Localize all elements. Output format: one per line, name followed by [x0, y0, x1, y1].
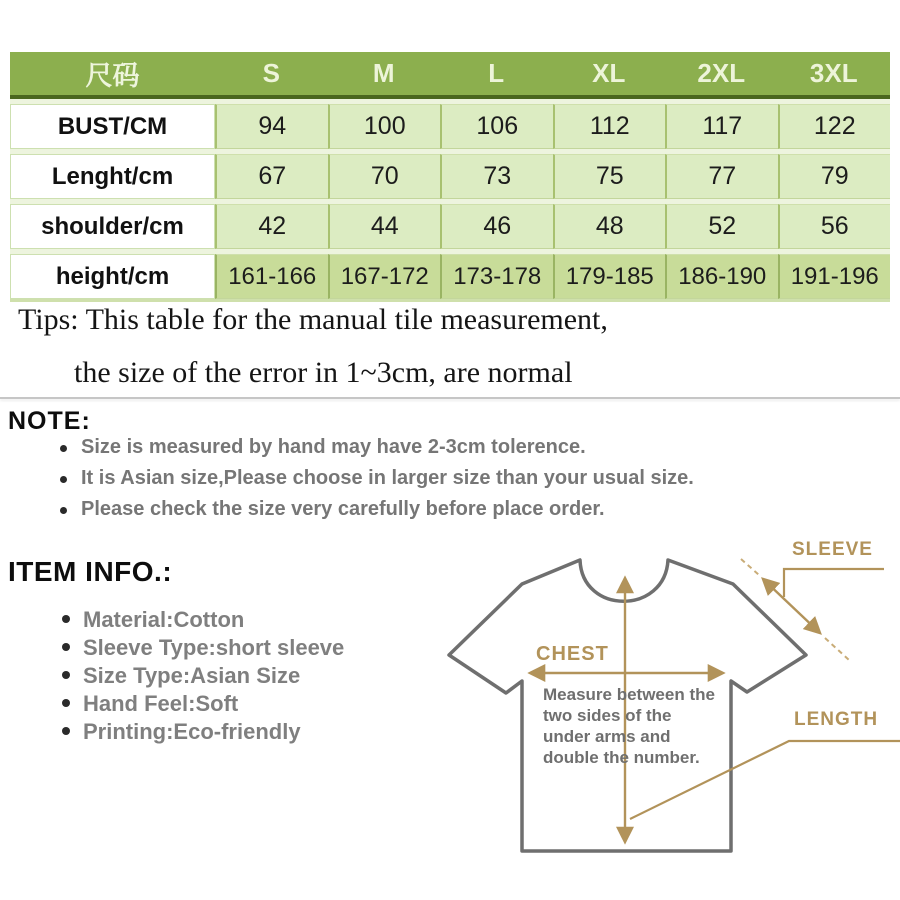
item-bullet-sleeve-type [62, 635, 344, 663]
item-bullet-hand-feel [62, 691, 344, 719]
cell-bust-m: 100 [328, 104, 441, 149]
header-size-xl: XL [592, 58, 626, 88]
header-size-3xl: 3XL [809, 58, 858, 88]
table-row-bust [10, 104, 890, 149]
header-size-2xl: 2XL [697, 58, 746, 88]
cell-length-m: 70 [328, 154, 441, 199]
header-size-m: M [372, 58, 395, 88]
bullet-dot [60, 476, 67, 483]
item-bullet-text: Material:Cotton [83, 607, 245, 632]
note-bullet-text: It is Asian size,Please choose in larger size than your usual size. [81, 467, 694, 489]
size-table-header-row [10, 52, 890, 99]
tips-line-1: Tips: This table for the manual tile measurement, [18, 303, 608, 336]
header-size-label: 尺码 [85, 61, 140, 91]
item-bullet-text: Sleeve Type:short sleeve [83, 635, 345, 660]
section-divider [0, 397, 900, 399]
cell-length-l: 73 [440, 154, 553, 199]
cell-length-3xl: 79 [778, 154, 891, 199]
cell-shoulder-2xl: 52 [665, 204, 778, 249]
sleeve-label: SLEEVE [792, 539, 873, 560]
length-label: LENGTH [794, 709, 879, 730]
item-bullet-size-type [62, 663, 344, 691]
cell-height-s: 161-166 [215, 254, 328, 299]
cell-bust-l: 106 [440, 104, 553, 149]
item-bullet-printing [62, 719, 344, 747]
cell-shoulder-xl: 48 [553, 204, 666, 249]
item-bullet-text: Hand Feel:Soft [83, 691, 239, 716]
row-label-bust: BUST/CM [10, 104, 215, 149]
bullet-dot [62, 671, 70, 679]
size-table [10, 52, 890, 302]
bullet-dot [60, 507, 67, 514]
sleeve-dash-top [741, 559, 759, 575]
item-info-heading: ITEM INFO.: [8, 556, 173, 587]
cell-height-l: 173-178 [440, 254, 553, 299]
tips-line-2: the size of the error in 1~3cm, are normal [74, 356, 573, 389]
cell-height-3xl: 191-196 [778, 254, 891, 299]
note-bullet-text: Size is measured by hand may have 2-3cm tolerence. [81, 436, 586, 458]
bullet-dot [62, 727, 70, 735]
table-row-length [10, 154, 890, 199]
note-heading: NOTE: [8, 407, 91, 435]
bullet-dot [60, 445, 67, 452]
cell-length-2xl: 77 [665, 154, 778, 199]
cell-shoulder-s: 42 [215, 204, 328, 249]
measure-instruction-text: Measure between the two sides of the under arms and double the number. [543, 685, 715, 767]
note-bullet-text: Please check the size very carefully before place order. [81, 498, 605, 520]
cell-bust-xl: 112 [553, 104, 666, 149]
cell-bust-2xl: 117 [665, 104, 778, 149]
bullet-dot [62, 615, 70, 623]
bullet-dot [62, 643, 70, 651]
cell-height-2xl: 186-190 [665, 254, 778, 299]
item-info-list [62, 607, 344, 747]
cell-shoulder-m: 44 [328, 204, 441, 249]
header-size-l: L [488, 58, 505, 88]
item-bullet-text: Printing:Eco-friendly [83, 719, 301, 744]
cell-bust-s: 94 [215, 104, 328, 149]
cell-height-xl: 179-185 [553, 254, 666, 299]
table-row-shoulder [10, 204, 890, 249]
note-bullet-2 [60, 467, 694, 498]
cell-bust-3xl: 122 [778, 104, 891, 149]
cell-length-xl: 75 [553, 154, 666, 199]
row-label-length: Lenght/cm [10, 154, 215, 199]
row-label-height: height/cm [10, 254, 215, 299]
cell-shoulder-l: 46 [440, 204, 553, 249]
header-size-s: S [262, 58, 280, 88]
sleeve-leader-line [784, 569, 884, 597]
cell-length-s: 67 [215, 154, 328, 199]
item-bullet-text: Size Type:Asian Size [83, 663, 301, 688]
note-bullet-1 [60, 436, 694, 467]
bullet-dot [62, 699, 70, 707]
note-list [60, 436, 694, 529]
cell-shoulder-3xl: 56 [778, 204, 891, 249]
item-bullet-material [62, 607, 344, 635]
chest-label: CHEST [536, 643, 609, 665]
cell-height-m: 167-172 [328, 254, 441, 299]
sleeve-dash-bottom [825, 638, 849, 660]
table-row-height [10, 254, 890, 299]
note-bullet-3 [60, 498, 694, 529]
row-label-shoulder: shoulder/cm [10, 204, 215, 249]
